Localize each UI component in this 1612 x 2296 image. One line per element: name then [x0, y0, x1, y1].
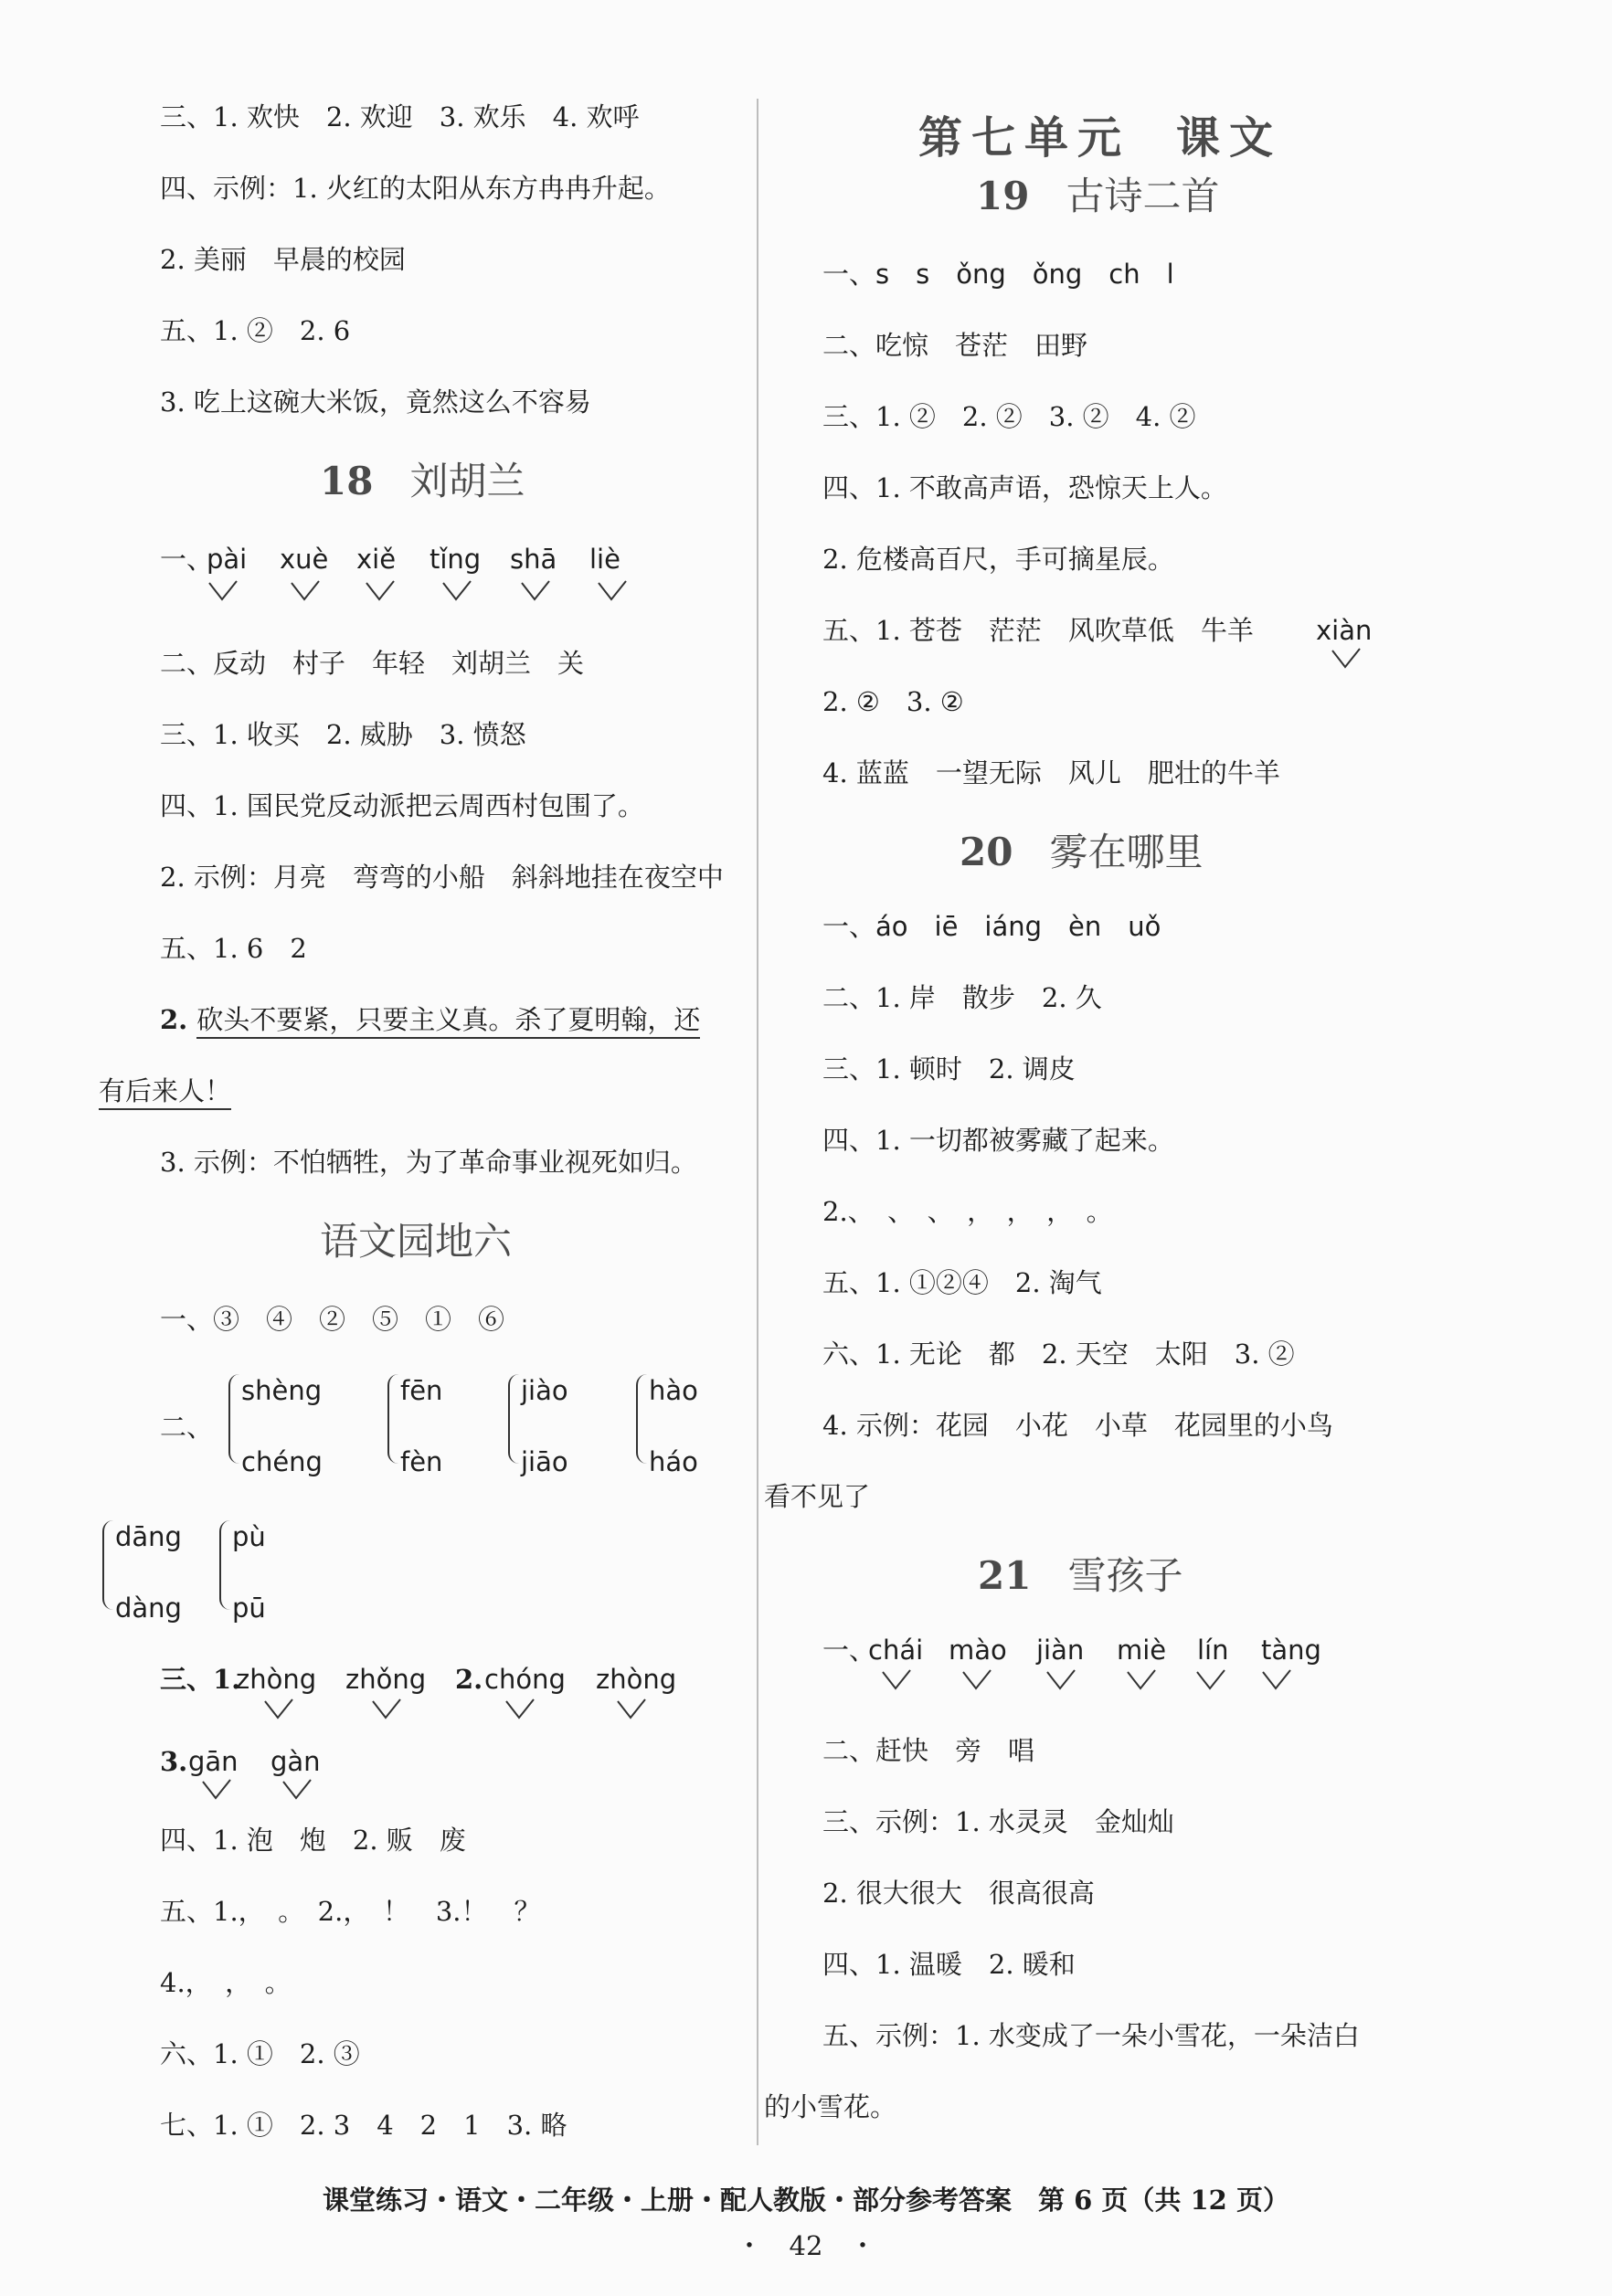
answer-line: 三、1. 顿时 2. 调皮	[822, 1053, 1076, 1085]
answer-line: 三、1. ② 2. ② 3. ② 4. ②	[822, 401, 1196, 432]
pinyin-item: jiāo	[521, 1446, 568, 1477]
lesson-name: 雪孩子	[1067, 1553, 1183, 1598]
lesson-title-20	[960, 830, 1203, 875]
pinyin-item: mào	[949, 1635, 1007, 1666]
pinyin-item: pù	[232, 1521, 266, 1552]
page-number: ・ 42 ・	[736, 2230, 876, 2261]
answer-line: 二、吃惊 苍茫 田野	[822, 330, 1088, 361]
pinyin-item: hào	[649, 1375, 698, 1406]
check-icon	[265, 1699, 292, 1718]
pinyin-item: áo iē iáng èn uǒ	[875, 911, 1161, 942]
pinyin-item: fēn	[400, 1375, 443, 1406]
answer-line	[822, 908, 1161, 945]
check-icon	[506, 1699, 534, 1718]
answer-line: 二、反动 村子 年轻 刘胡兰 关	[160, 648, 585, 679]
question-label: 二、	[160, 1412, 214, 1443]
pinyin-item: lín	[1197, 1635, 1229, 1666]
pinyin-item: xiàn	[1316, 615, 1373, 646]
check-icon	[443, 581, 471, 599]
question-label: 一、	[822, 259, 876, 290]
lesson-number: 20	[960, 830, 1013, 874]
lesson-name: 古诗二首	[1066, 174, 1220, 218]
check-icon	[1263, 1670, 1290, 1688]
answer-line: 2. 美丽 早晨的校园	[160, 244, 406, 275]
answer-line: 4. 蓝蓝 一望无际 风儿 肥壮的牛羊	[822, 757, 1280, 788]
pinyin-item: liè	[589, 544, 620, 575]
pinyin-item: háo	[649, 1446, 698, 1477]
lesson-title-19	[976, 174, 1219, 219]
answer-line: 六、1. ① 2. ③	[160, 2038, 360, 2069]
pinyin-item: shèng	[241, 1375, 323, 1406]
pinyin-item: pū	[232, 1592, 266, 1624]
underlined-quote: 有后来人！	[99, 1075, 231, 1110]
check-icon	[963, 1670, 991, 1688]
answer-line: 2. 很大很大 很高很高	[822, 1878, 1095, 1909]
answer-line: 五、1. 6 2	[160, 933, 307, 964]
unit-name: 第七单元	[918, 112, 1131, 164]
column-divider	[757, 99, 758, 2145]
check-icon	[1197, 1670, 1225, 1688]
answer-line: 2.、 、 、 ， ， ， 。	[822, 1196, 1113, 1227]
answer-line: 五、1. ② 2. 6	[160, 315, 351, 346]
check-icon	[1327, 645, 1382, 672]
answer-line: 四、1. 温暖 2. 暖和	[822, 1949, 1076, 1980]
pinyin-item: shā	[510, 544, 557, 575]
check-icon	[292, 581, 319, 599]
pinyin-item: s s ǒng ǒng ch l	[875, 259, 1174, 290]
answer-line: 四、1. 不敢高声语，恐惊天上人。	[822, 472, 1227, 503]
pinyin-answer-line	[160, 541, 213, 577]
unit-title	[918, 102, 1282, 165]
pinyin-item: dàng	[115, 1592, 182, 1624]
answer-line: 三、1. 收买 2. 威胁 3. 愤怒	[160, 719, 526, 750]
lesson-title-21	[978, 1553, 1182, 1599]
answer-line: 五、1.， 。 2.， ！ 3.！ ？	[160, 1896, 541, 1927]
check-icon	[599, 581, 626, 599]
answer-line: 2. ② 3. ②	[822, 686, 964, 717]
check-icon	[618, 1699, 645, 1718]
underlined-quote: 砍头不要紧，只要主义真。杀了夏明翰，还	[196, 1004, 700, 1039]
section-title-yuwen: 语文园地六	[320, 1219, 513, 1264]
check-marks	[256, 1696, 658, 1723]
check-marks	[194, 1776, 340, 1804]
answer-line: 3. 示例：不怕牺牲，为了革命事业视死如归。	[160, 1147, 697, 1178]
check-icon	[1128, 1670, 1155, 1688]
pinyin-item: zhǒng	[345, 1664, 427, 1695]
pinyin-item: jiào	[521, 1375, 568, 1406]
answer-line: 二、赶快 旁 唱	[822, 1735, 1035, 1766]
lesson-name: 雾在哪里	[1049, 830, 1204, 874]
answer-line: 2. 示例：月亮 弯弯的小船 斜斜地挂在夜空中	[160, 862, 724, 893]
check-icon	[366, 581, 394, 599]
pinyin-item: pài	[207, 544, 248, 575]
answer-line: 五、示例：1. 水变成了一朵小雪花，一朵洁白	[822, 2020, 1360, 2051]
pinyin-item: jiàn	[1036, 1635, 1085, 1666]
pinyin-item: gàn	[270, 1746, 321, 1777]
answer-line	[99, 1073, 231, 1109]
answer-line: 四、1. 泡 炮 2. 贩 废	[160, 1825, 466, 1856]
lesson-title-18	[320, 459, 525, 504]
answer-line: 六、1. 无论 都 2. 天空 太阳 3. ②	[822, 1338, 1295, 1370]
answer-line: 三、1. 欢快 2. 欢迎 3. 欢乐 4. 欢呼	[160, 101, 640, 132]
unit-subtitle: 课文	[1176, 112, 1283, 164]
answer-line: 3. 吃上这碗大米饭，竟然这么不容易	[160, 386, 591, 418]
answer-line: 一、③ ④ ② ⑤ ① ⑥	[160, 1304, 505, 1335]
check-icon	[373, 1699, 400, 1718]
check-marks	[868, 1666, 1307, 1694]
answer-line: 四、示例：1. 火红的太阳从东方冉冉升起。	[160, 173, 671, 204]
page-footer: 课堂练习・语文・二年级・上册・配人教版・部分参考答案 第 6 页（共 12 页）	[323, 2185, 1289, 2216]
answer-line: 五、1. 苍苍 茫茫 风吹草低 牛羊	[822, 615, 1254, 646]
check-icon	[203, 1780, 230, 1798]
answer-line: 四、1. 国民党反动派把云周西村包围了。	[160, 790, 644, 821]
check-icon	[883, 1670, 910, 1688]
pinyin-item: gān	[188, 1746, 239, 1777]
answer-line: 4.， ， 。	[160, 1967, 292, 1998]
pinyin-item: dāng	[115, 1521, 182, 1552]
question-label: 三、1.	[160, 1664, 241, 1695]
answer-line: 二、1. 岸 散步 2. 久	[822, 982, 1102, 1013]
pinyin-item: chóng	[484, 1664, 566, 1695]
item-number: 2.	[160, 1004, 197, 1035]
lesson-name: 刘胡兰	[409, 459, 525, 503]
check-icon	[209, 581, 237, 599]
item-number: 3.	[160, 1746, 188, 1777]
question-label: 一、	[822, 1635, 876, 1666]
answer-line: 的小雪花。	[764, 2091, 897, 2122]
answer-line: 五、1. ①②④ 2. 淘气	[822, 1267, 1102, 1298]
answer-line: 看不见了	[764, 1481, 871, 1512]
pinyin-item: tǐng	[430, 544, 482, 575]
answer-line: 4. 示例：花园 小花 小草 花园里的小鸟	[822, 1410, 1333, 1441]
pinyin-item: chéng	[241, 1446, 323, 1477]
lesson-number: 18	[320, 459, 374, 503]
answer-line: 四、1. 一切都被雾藏了起来。	[822, 1125, 1174, 1156]
question-label: 一、	[160, 544, 214, 575]
pinyin-item: xuè	[280, 544, 329, 575]
item-number: 2.	[455, 1664, 483, 1695]
check-icon	[283, 1780, 311, 1798]
pinyin-item: miè	[1117, 1635, 1167, 1666]
pinyin-item: chái	[868, 1635, 924, 1666]
pinyin-item: zhòng	[596, 1664, 677, 1695]
pinyin-item: tàng	[1261, 1635, 1321, 1666]
check-marks	[206, 577, 644, 605]
question-label: 一、	[822, 911, 876, 942]
pinyin-item: xiě	[356, 544, 397, 575]
lesson-number: 21	[978, 1553, 1032, 1598]
lesson-number: 19	[976, 174, 1030, 218]
pinyin-item: zhòng	[236, 1664, 317, 1695]
check-icon	[522, 581, 549, 599]
answer-line: 七、1. ① 2. 3 4 2 1 3. 略	[160, 2110, 567, 2141]
pinyin-item: fèn	[400, 1446, 443, 1477]
answer-line	[160, 1001, 700, 1038]
answer-line: 三、示例：1. 水灵灵 金灿灿	[822, 1806, 1174, 1837]
answer-line: 2. 危楼高百尺，手可摘星辰。	[822, 544, 1174, 575]
check-icon	[1047, 1670, 1075, 1688]
answer-line	[822, 256, 1174, 292]
